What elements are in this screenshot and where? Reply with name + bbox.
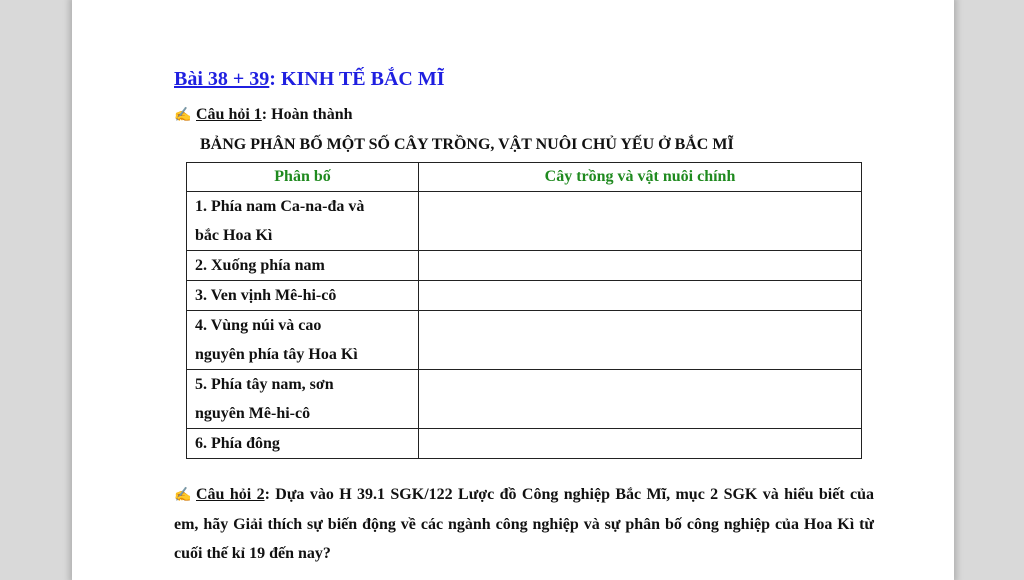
answer-cell[interactable]	[419, 370, 862, 429]
table-row	[187, 429, 862, 459]
table-title: BẢNG PHÂN BỐ MỘT SỐ CÂY TRỒNG, VẬT NUÔI CHỦ YẾU Ở BẮC MĨ	[200, 136, 734, 153]
header-distribution: Phân bố	[187, 163, 419, 192]
row-label-line: 6. Phía đông	[195, 435, 280, 452]
table-row	[187, 311, 862, 370]
question-1-text: : Hoàn thành	[261, 106, 353, 123]
row-label-line: 5. Phía tây nam, sơn	[195, 376, 334, 393]
row-label-line: 1. Phía nam Ca-na-đa và	[195, 198, 365, 215]
answer-cell[interactable]	[419, 429, 862, 459]
pen-icon: ✍	[174, 488, 192, 503]
lesson-title	[174, 68, 874, 91]
answer-cell[interactable]	[419, 281, 862, 311]
row-label-line: nguyên phía tây Hoa Kì	[195, 346, 358, 363]
table-header-row	[187, 163, 862, 192]
row-label	[187, 311, 419, 370]
row-label	[187, 251, 419, 281]
lesson-name: : KINH TẾ BẮC MĨ	[269, 68, 445, 90]
pen-icon: ✍	[174, 108, 192, 123]
answer-cell[interactable]	[419, 251, 862, 281]
row-label-line: nguyên Mê-hi-cô	[195, 405, 311, 422]
header-crops-livestock: Cây trồng và vật nuôi chính	[419, 163, 862, 192]
row-label-line: 2. Xuống phía nam	[195, 257, 325, 274]
distribution-table	[186, 162, 862, 459]
question-2	[174, 480, 874, 568]
row-label-line: 3. Ven vịnh Mê-hi-cô	[195, 287, 337, 304]
question-2-text: : Dựa vào H 39.1 SGK/122 Lược đồ Công nghiệp Bắc Mĩ, mục 2 SGK và hiểu biết của em, hãy Giải thích sự biến động về các ngành công nghiệp và sự phân bố công nghiệp của Hoa Kì từ cuối thế kỉ 19 đến nay?	[174, 486, 874, 562]
table-row	[187, 370, 862, 429]
table-row	[187, 281, 862, 311]
document-page	[72, 0, 954, 580]
answer-cell[interactable]	[419, 311, 862, 370]
row-label	[187, 370, 419, 429]
question-1	[174, 106, 874, 124]
lesson-number: Bài 38 + 39	[174, 68, 270, 90]
answer-cell[interactable]	[419, 192, 862, 251]
row-label-line: 4. Vùng núi và cao	[195, 317, 322, 334]
row-label-line: bắc Hoa Kì	[195, 227, 273, 244]
table-row	[187, 192, 862, 251]
row-label	[187, 429, 419, 459]
row-label	[187, 281, 419, 311]
row-label	[187, 192, 419, 251]
question-1-label: Câu hỏi 1	[196, 106, 262, 123]
question-2-label: Câu hỏi 2	[196, 486, 265, 503]
table-row	[187, 251, 862, 281]
